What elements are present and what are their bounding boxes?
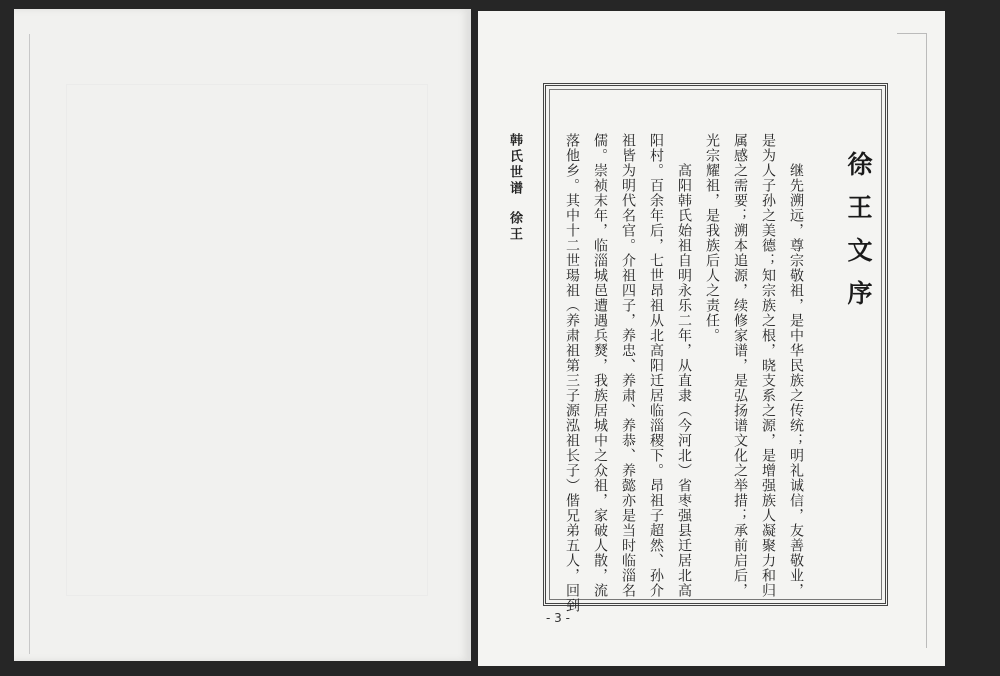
preface-title: 徐王文序 bbox=[844, 151, 873, 323]
bleed-through-frame bbox=[66, 84, 428, 596]
text-column: 属感之需要；溯本追源，续修家谱，是弘扬谱文化之举措；承前启后， bbox=[732, 133, 748, 598]
page-edge-line bbox=[926, 33, 927, 648]
text-column: 祖皆为明代名官。介祖四子，养忠、养肃、养恭、养懿亦是当时临淄名 bbox=[620, 133, 636, 598]
text-column: 儒。崇祯末年，临淄城邑遭遇兵燹，我族居城中之众祖，家破人散，流 bbox=[592, 133, 608, 598]
right-page bbox=[478, 11, 945, 666]
text-column: 是为人子孙之美德；知宗族之根，晓支系之源，是增强族人凝聚力和归 bbox=[760, 133, 776, 598]
section-name: 徐王 bbox=[507, 211, 522, 243]
book-title: 韩氏世谱 bbox=[507, 133, 522, 197]
text-column: 阳村。百余年后，七世昂祖从北高阳迁居临淄稷下。昂祖子超然、孙介 bbox=[648, 133, 664, 598]
left-page-blank bbox=[14, 9, 471, 661]
text-column: 光宗耀祖，是我族后人之责任。 bbox=[704, 133, 720, 343]
page-edge-line bbox=[29, 34, 30, 654]
preface-body bbox=[558, 133, 810, 613]
page-number: - 3 - bbox=[546, 611, 570, 625]
page-edge-line bbox=[897, 33, 927, 34]
text-column: 落他乡。其中十二世瑒祖（养肃祖第三子源泓祖长子）偕兄弟五人，回到 bbox=[564, 133, 580, 613]
text-column: 继先溯远，尊宗敬祖，是中华民族之传统；明礼诚信，友善敬业， bbox=[788, 133, 804, 598]
text-column: 高阳韩氏始祖自明永乐二年，从直隶（今河北）省枣强县迁居北高 bbox=[676, 133, 692, 598]
